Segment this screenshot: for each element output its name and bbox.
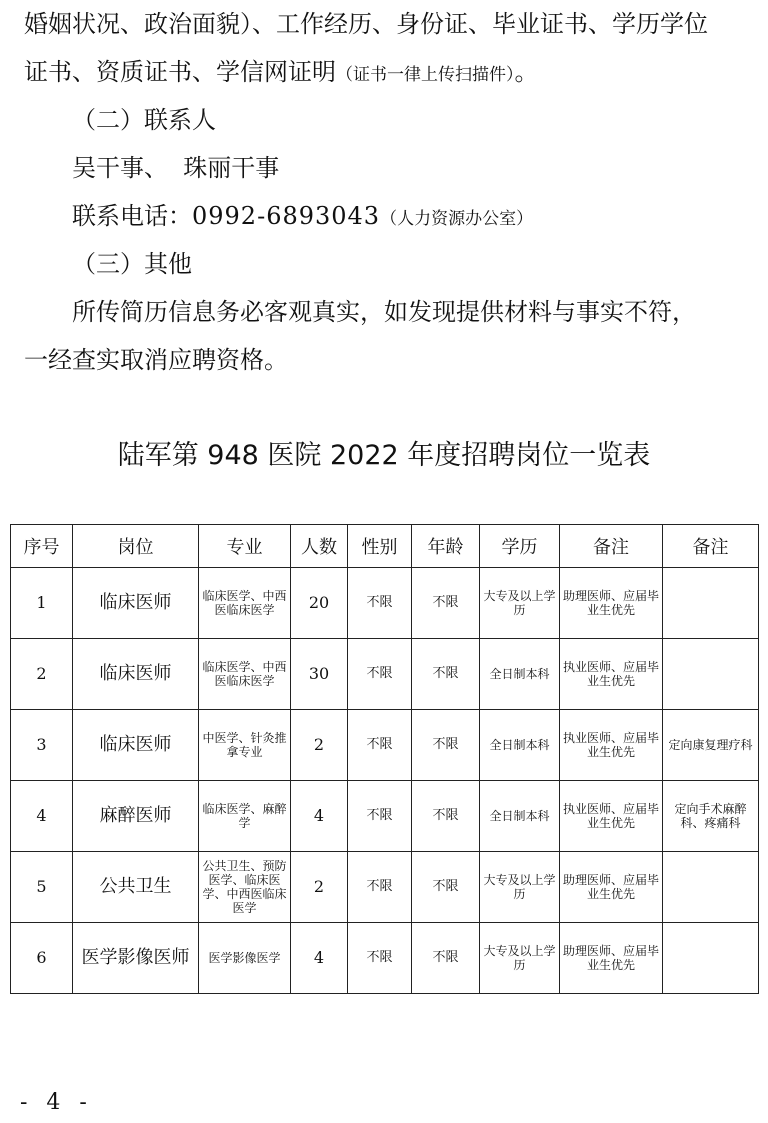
cell-note-2: 定向康复理疗科 <box>663 710 759 781</box>
cell-count: 30 <box>291 639 348 710</box>
cell-note-2 <box>663 639 759 710</box>
cell-no: 6 <box>11 923 73 994</box>
header-note-1: 备注 <box>560 525 663 568</box>
body-line-2 <box>24 48 539 99</box>
body-line-1: 婚姻状况、政治面貌）、工作经历、身份证、毕业证书、学历学位 <box>24 10 708 38</box>
cell-position: 麻醉医师 <box>73 781 199 852</box>
phone-note: （人力资源办公室） <box>380 209 534 229</box>
table-row <box>11 568 759 639</box>
cell-note-2 <box>663 923 759 994</box>
cell-note-1: 助理医师、应届毕业生优先 <box>560 568 663 639</box>
cell-age: 不限 <box>412 639 480 710</box>
header-position: 岗位 <box>73 525 199 568</box>
body-line-2-main: 证书、资质证书、学信网证明 <box>24 58 336 86</box>
cell-no: 4 <box>11 781 73 852</box>
cell-gender: 不限 <box>348 568 412 639</box>
cell-education: 大专及以上学历 <box>480 568 560 639</box>
other-line-2: 一经查实取消应聘资格。 <box>24 346 288 374</box>
cell-note-1: 执业医师、应届毕业生优先 <box>560 710 663 781</box>
header-education: 学历 <box>480 525 560 568</box>
header-gender: 性别 <box>348 525 412 568</box>
cell-major: 临床医学、中西医临床医学 <box>199 639 291 710</box>
cell-gender: 不限 <box>348 781 412 852</box>
cell-note-1: 执业医师、应届毕业生优先 <box>560 781 663 852</box>
cell-position: 临床医师 <box>73 710 199 781</box>
cell-education: 大专及以上学历 <box>480 852 560 923</box>
table-title: 陆军第 948 医院 2022 年度招聘岗位一览表 <box>117 440 651 471</box>
cell-education: 全日制本科 <box>480 781 560 852</box>
table-row <box>11 639 759 710</box>
header-count: 人数 <box>291 525 348 568</box>
cell-position: 临床医师 <box>73 639 199 710</box>
cell-major: 医学影像医学 <box>199 923 291 994</box>
cell-major: 临床医学、中西医临床医学 <box>199 568 291 639</box>
table-header-row <box>11 525 759 568</box>
cell-education: 全日制本科 <box>480 710 560 781</box>
cell-count: 4 <box>291 781 348 852</box>
cell-note-2 <box>663 852 759 923</box>
cell-count: 2 <box>291 710 348 781</box>
heading-contact: （二）联系人 <box>72 106 216 134</box>
cell-position: 临床医师 <box>73 568 199 639</box>
cell-age: 不限 <box>412 710 480 781</box>
table-row <box>11 852 759 923</box>
cell-position: 公共卫生 <box>73 852 199 923</box>
cell-age: 不限 <box>412 923 480 994</box>
phone-number: 0992-6893043 <box>192 202 381 230</box>
cell-no: 1 <box>11 568 73 639</box>
header-age: 年龄 <box>412 525 480 568</box>
cell-no: 2 <box>11 639 73 710</box>
contact-names: 吴干事、 珠丽干事 <box>72 154 280 182</box>
cell-note-1: 执业医师、应届毕业生优先 <box>560 639 663 710</box>
header-note-2: 备注 <box>663 525 759 568</box>
cell-note-2 <box>663 568 759 639</box>
cell-count: 2 <box>291 852 348 923</box>
heading-other: （三）其他 <box>72 250 192 278</box>
cell-major: 临床医学、麻醉学 <box>199 781 291 852</box>
cell-no: 5 <box>11 852 73 923</box>
table-row <box>11 781 759 852</box>
cell-age: 不限 <box>412 568 480 639</box>
cell-no: 3 <box>11 710 73 781</box>
cell-education: 大专及以上学历 <box>480 923 560 994</box>
page-number: - 4 - <box>20 1090 93 1115</box>
body-line-2-end: 。 <box>514 58 539 86</box>
cell-gender: 不限 <box>348 852 412 923</box>
cell-age: 不限 <box>412 852 480 923</box>
cell-education: 全日制本科 <box>480 639 560 710</box>
cell-gender: 不限 <box>348 923 412 994</box>
contact-phone <box>72 192 533 243</box>
cell-age: 不限 <box>412 781 480 852</box>
cell-gender: 不限 <box>348 639 412 710</box>
positions-table <box>10 524 759 994</box>
cell-gender: 不限 <box>348 710 412 781</box>
body-line-2-note: （证书一律上传扫描件） <box>336 65 515 85</box>
header-major: 专业 <box>199 525 291 568</box>
cell-count: 4 <box>291 923 348 994</box>
cell-note-2: 定向手术麻醉科、疼痛科 <box>663 781 759 852</box>
table-row <box>11 923 759 994</box>
other-line-1: 所传简历信息务必客观真实，如发现提供材料与事实不符， <box>72 298 696 326</box>
phone-label: 联系电话： <box>72 202 192 230</box>
cell-note-1: 助理医师、应届毕业生优先 <box>560 923 663 994</box>
cell-note-1: 助理医师、应届毕业生优先 <box>560 852 663 923</box>
table-row <box>11 710 759 781</box>
cell-position: 医学影像医师 <box>73 923 199 994</box>
cell-major: 中医学、针灸推拿专业 <box>199 710 291 781</box>
header-no: 序号 <box>11 525 73 568</box>
cell-count: 20 <box>291 568 348 639</box>
cell-major: 公共卫生、预防医学、临床医学、中西医临床医学 <box>199 852 291 923</box>
